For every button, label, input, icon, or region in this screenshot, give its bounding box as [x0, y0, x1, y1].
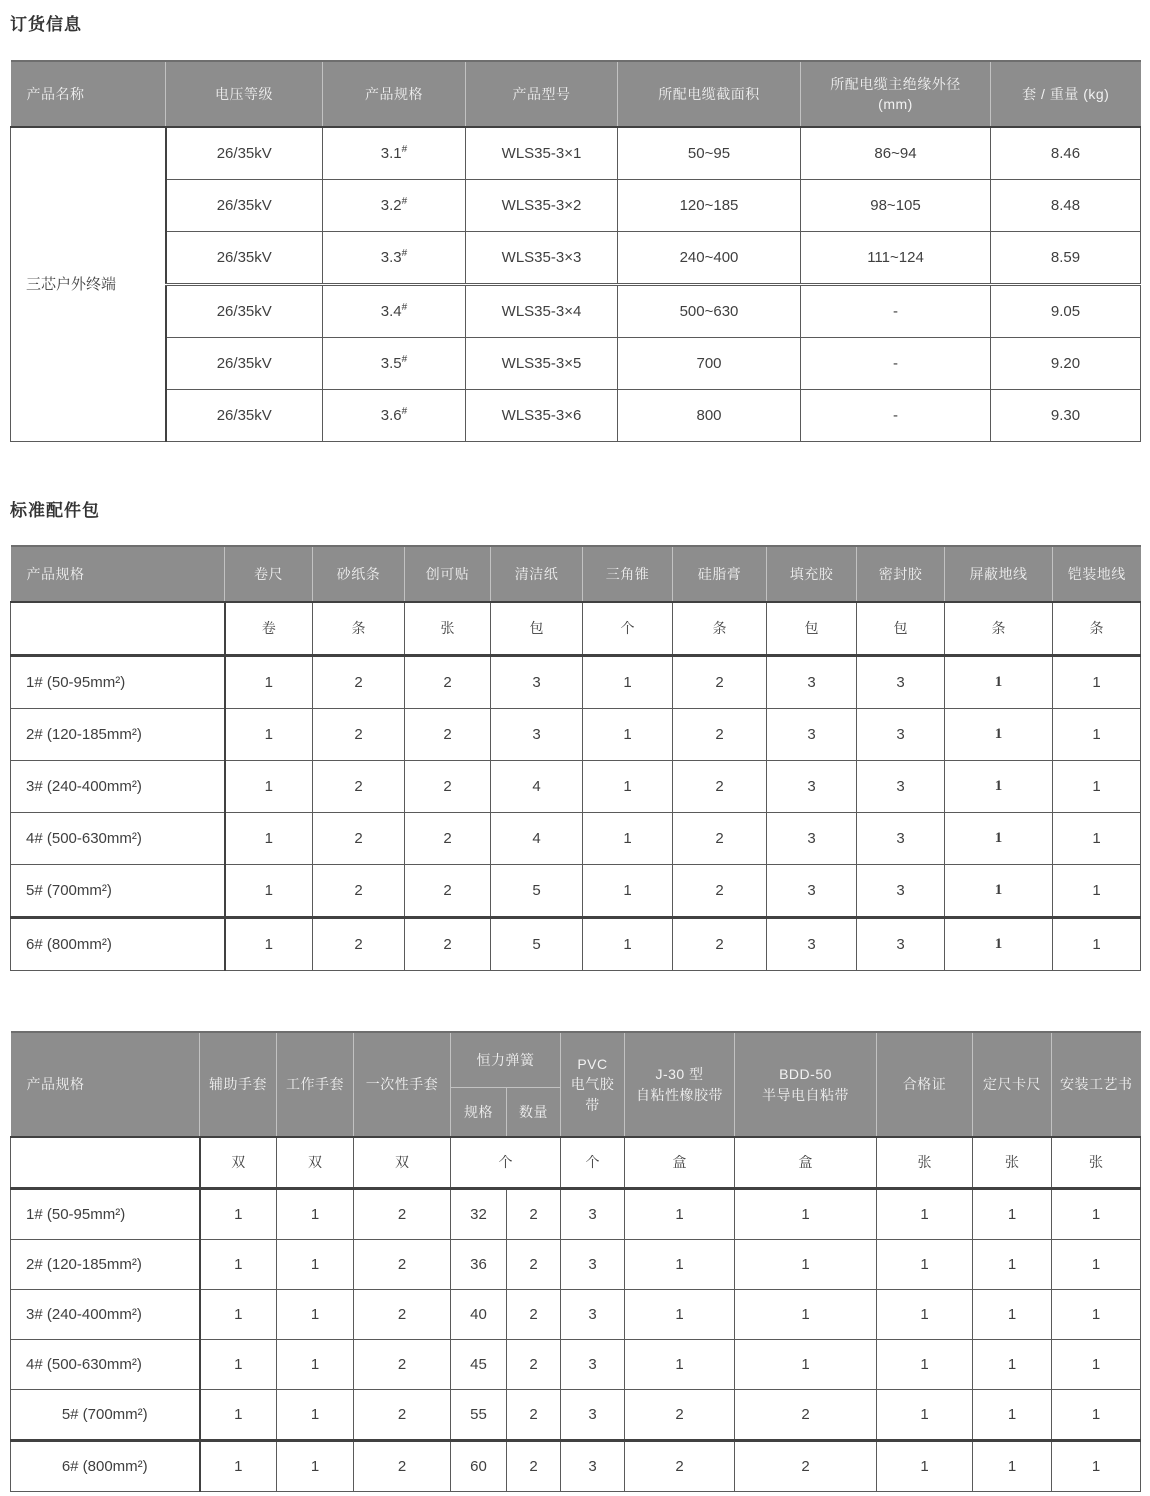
table-cell: 2	[673, 918, 767, 971]
table-cell: 1	[973, 1390, 1052, 1441]
spec-label-cell: 2# (120-185mm²)	[11, 1240, 200, 1290]
column-header: 产品型号	[466, 61, 618, 127]
unit-cell: 个	[583, 602, 673, 656]
section-title-order-info: 订货信息	[10, 15, 82, 34]
table-cell: 1	[200, 1390, 277, 1441]
product-name-cell: 三芯户外终端	[11, 127, 166, 442]
table-cell: 1	[225, 813, 313, 865]
table-cell-model: WLS35-3×4	[466, 285, 618, 338]
table-cell-voltage: 26/35kV	[166, 180, 323, 232]
table-cell: 1	[225, 865, 313, 918]
section-title-standard-accessories: 标准配件包	[10, 501, 100, 520]
table-cell: 2	[354, 1290, 451, 1340]
table-cell: 1	[1052, 1189, 1141, 1240]
table-cell: 36	[451, 1240, 507, 1290]
table-cell: 1	[583, 865, 673, 918]
spec-label-cell: 4# (500-630mm²)	[11, 813, 225, 865]
table-cell-voltage: 26/35kV	[166, 285, 323, 338]
table-cell: 1	[1052, 1290, 1141, 1340]
table-cell: 1	[1052, 1240, 1141, 1290]
table-cell: 1	[735, 1189, 877, 1240]
unit-cell: 条	[1053, 602, 1141, 656]
unit-cell: 包	[491, 602, 583, 656]
table-cell-model: WLS35-3×2	[466, 180, 618, 232]
column-header: 所配电缆主绝缘外径 (mm)	[801, 61, 991, 127]
table-cell-insulation_od: 111~124	[801, 232, 991, 285]
spec-label-cell: 6# (800mm²)	[11, 1441, 200, 1492]
spec-superscript: #	[401, 143, 408, 155]
table-cell: 1	[583, 813, 673, 865]
table-row	[11, 1189, 1141, 1240]
table-cell: 1	[1052, 1390, 1141, 1441]
spec-label-cell: 5# (700mm²)	[11, 1390, 200, 1441]
table-row	[11, 285, 1141, 338]
table-cell: 1	[1052, 1340, 1141, 1390]
table-cell-spec: 3.6#	[323, 390, 466, 442]
table-cell: 2	[405, 813, 491, 865]
table-cell: 1	[945, 813, 1053, 865]
table-cell: 2	[735, 1441, 877, 1492]
table-cell: 3	[491, 709, 583, 761]
table-cell-voltage: 26/35kV	[166, 232, 323, 285]
table-cell: 3	[857, 656, 945, 709]
table-cell: 3	[561, 1240, 625, 1290]
unit-cell: 个	[561, 1137, 625, 1189]
table-row	[11, 232, 1141, 285]
table-cell-weight: 9.30	[991, 390, 1141, 442]
table-cell: 2	[405, 918, 491, 971]
table-cell: 2	[673, 709, 767, 761]
unit-cell: 卷	[225, 602, 313, 656]
table-cell: 1	[945, 918, 1053, 971]
table-cell: 2	[507, 1189, 561, 1240]
table-cell: 2	[313, 813, 405, 865]
table-cell: 1	[877, 1390, 973, 1441]
table-cell-cross_section: 700	[618, 338, 801, 390]
table-cell: 1	[583, 918, 673, 971]
unit-cell: 盒	[735, 1137, 877, 1189]
spec-label-cell: 3# (240-400mm²)	[11, 1290, 200, 1340]
table-row	[11, 180, 1141, 232]
table-cell: 1	[735, 1340, 877, 1390]
table-cell: 1	[200, 1441, 277, 1492]
header-row	[11, 61, 1141, 127]
table-cell-insulation_od: -	[801, 285, 991, 338]
unit-cell: 包	[767, 602, 857, 656]
table-cell: 1	[225, 918, 313, 971]
tools-accessories-table	[10, 1031, 1141, 1492]
table-cell-voltage: 26/35kV	[166, 390, 323, 442]
unit-cell: 条	[673, 602, 767, 656]
table-cell: 1	[200, 1290, 277, 1340]
table-cell: 2	[313, 761, 405, 813]
unit-cell: 包	[857, 602, 945, 656]
table-cell: 2	[673, 656, 767, 709]
table-row	[11, 127, 1141, 180]
table-cell: 1	[973, 1441, 1052, 1492]
table-cell: 45	[451, 1340, 507, 1390]
spec-label-cell: 3# (240-400mm²)	[11, 761, 225, 813]
table-cell: 1	[1052, 1441, 1141, 1492]
column-header: 三角锥	[583, 546, 673, 602]
column-header: 合格证	[877, 1032, 973, 1137]
table-cell: 1	[625, 1290, 735, 1340]
table-cell: 1	[973, 1189, 1052, 1240]
table-cell: 1	[200, 1240, 277, 1290]
column-header: 填充胶	[767, 546, 857, 602]
table-cell: 4	[491, 813, 583, 865]
spec-label-cell: 6# (800mm²)	[11, 918, 225, 971]
table-cell: 3	[767, 656, 857, 709]
table-cell: 1	[973, 1340, 1052, 1390]
spec-superscript: #	[401, 405, 408, 417]
table-cell: 1	[1053, 709, 1141, 761]
table-cell: 3	[767, 918, 857, 971]
table-cell: 1	[1053, 813, 1141, 865]
table-cell: 2	[507, 1290, 561, 1340]
spec-label-cell: 1# (50-95mm²)	[11, 1189, 200, 1240]
table-cell-insulation_od: 98~105	[801, 180, 991, 232]
table-row	[11, 813, 1141, 865]
table-cell-weight: 8.48	[991, 180, 1141, 232]
spec-superscript: #	[401, 353, 408, 365]
table-cell-model: WLS35-3×1	[466, 127, 618, 180]
table-row	[11, 338, 1141, 390]
column-header: 产品规格	[323, 61, 466, 127]
spec-label-cell: 5# (700mm²)	[11, 865, 225, 918]
table-cell-insulation_od: -	[801, 338, 991, 390]
table-cell: 1	[877, 1240, 973, 1290]
table-cell: 1	[625, 1189, 735, 1240]
table-row	[11, 656, 1141, 709]
table-cell: 1	[277, 1340, 354, 1390]
header-row	[11, 546, 1141, 602]
unit-cell: 张	[877, 1137, 973, 1189]
column-header: 屏蔽地线	[945, 546, 1053, 602]
table-cell-cross_section: 240~400	[618, 232, 801, 285]
table-cell: 2	[507, 1240, 561, 1290]
table-cell-model: WLS35-3×5	[466, 338, 618, 390]
table-cell-spec: 3.5#	[323, 338, 466, 390]
column-subheader: 数量	[507, 1088, 561, 1138]
table-cell: 1	[277, 1290, 354, 1340]
unit-cell: 条	[313, 602, 405, 656]
table-cell: 2	[507, 1340, 561, 1390]
column-header: 硅脂膏	[673, 546, 767, 602]
table-cell: 3	[857, 918, 945, 971]
table-cell: 1	[973, 1240, 1052, 1290]
table-cell: 3	[857, 865, 945, 918]
table-cell-spec: 3.3#	[323, 232, 466, 285]
table-cell-weight: 9.05	[991, 285, 1141, 338]
table-row	[11, 390, 1141, 442]
table-cell-weight: 8.59	[991, 232, 1141, 285]
spec-label-cell: 1# (50-95mm²)	[11, 656, 225, 709]
table-cell: 2	[354, 1441, 451, 1492]
table-cell: 1	[1053, 918, 1141, 971]
table-cell: 2	[354, 1240, 451, 1290]
table-row	[11, 1390, 1141, 1441]
table-cell: 1	[277, 1189, 354, 1240]
table-cell: 3	[857, 709, 945, 761]
table-cell: 2	[673, 813, 767, 865]
table-row	[11, 1290, 1141, 1340]
table-cell: 1	[945, 865, 1053, 918]
table-cell: 3	[767, 865, 857, 918]
spec-label-cell: 2# (120-185mm²)	[11, 709, 225, 761]
table-cell: 2	[313, 656, 405, 709]
table-cell: 2	[354, 1390, 451, 1441]
table-cell: 1	[735, 1290, 877, 1340]
table-row	[11, 709, 1141, 761]
column-header-group: 恒力弹簧	[451, 1032, 561, 1088]
spec-label-cell: 4# (500-630mm²)	[11, 1340, 200, 1390]
column-header: BDD-50 半导电自粘带	[735, 1032, 877, 1137]
unit-cell-empty	[11, 602, 225, 656]
spec-superscript: #	[401, 247, 408, 259]
table-cell: 3	[767, 709, 857, 761]
column-header: 套 / 重量 (kg)	[991, 61, 1141, 127]
table-cell: 1	[277, 1390, 354, 1441]
table-cell-voltage: 26/35kV	[166, 338, 323, 390]
unit-cell: 张	[405, 602, 491, 656]
table-cell: 4	[491, 761, 583, 813]
table-cell: 1	[877, 1340, 973, 1390]
table-cell: 1	[877, 1189, 973, 1240]
table-cell: 1	[277, 1441, 354, 1492]
table-cell: 2	[625, 1390, 735, 1441]
table-cell: 3	[561, 1390, 625, 1441]
table-row	[11, 1240, 1141, 1290]
table-cell: 60	[451, 1441, 507, 1492]
table-cell: 3	[857, 761, 945, 813]
table-cell-model: WLS35-3×3	[466, 232, 618, 285]
table-cell: 1	[583, 761, 673, 813]
table-cell: 1	[945, 709, 1053, 761]
table-cell: 1	[877, 1290, 973, 1340]
column-header-spec: 产品规格	[11, 546, 225, 602]
column-header: 清洁纸	[491, 546, 583, 602]
column-header: 一次性手套	[354, 1032, 451, 1137]
column-header: 铠装地线	[1053, 546, 1141, 602]
order-info-table	[10, 60, 1141, 442]
units-row	[11, 602, 1141, 656]
table-cell: 1	[583, 656, 673, 709]
column-header-spec: 产品规格	[11, 1032, 200, 1137]
table-cell: 1	[1053, 865, 1141, 918]
table-cell-weight: 9.20	[991, 338, 1141, 390]
table-cell: 2	[735, 1390, 877, 1441]
column-header: 辅助手套	[200, 1032, 277, 1137]
unit-cell: 条	[945, 602, 1053, 656]
column-header: 所配电缆截面积	[618, 61, 801, 127]
column-header: 产品名称	[11, 61, 166, 127]
table-cell: 2	[405, 761, 491, 813]
table-cell: 5	[491, 918, 583, 971]
table-cell: 2	[507, 1441, 561, 1492]
table-cell: 32	[451, 1189, 507, 1240]
table-cell: 3	[767, 761, 857, 813]
table-cell: 2	[405, 865, 491, 918]
table-cell: 1	[735, 1240, 877, 1290]
table-cell: 2	[354, 1189, 451, 1240]
table-cell: 2	[405, 709, 491, 761]
table-cell-cross_section: 120~185	[618, 180, 801, 232]
column-header: 密封胶	[857, 546, 945, 602]
table-cell: 2	[405, 656, 491, 709]
table-cell: 1	[973, 1290, 1052, 1340]
table-cell: 1	[200, 1340, 277, 1390]
table-cell: 5	[491, 865, 583, 918]
table-cell: 1	[625, 1340, 735, 1390]
table-cell: 2	[507, 1390, 561, 1441]
table-cell: 2	[625, 1441, 735, 1492]
table-cell: 3	[561, 1189, 625, 1240]
table-cell: 1	[1053, 656, 1141, 709]
column-header: PVC 电气胶带	[561, 1032, 625, 1137]
unit-cell: 张	[1052, 1137, 1141, 1189]
column-header: 创可贴	[405, 546, 491, 602]
unit-cell: 双	[277, 1137, 354, 1189]
column-header: 工作手套	[277, 1032, 354, 1137]
table-cell-cross_section: 800	[618, 390, 801, 442]
table-cell: 1	[225, 709, 313, 761]
table-row	[11, 865, 1141, 918]
table-cell: 3	[561, 1441, 625, 1492]
column-header: 卷尺	[225, 546, 313, 602]
table-row	[11, 1340, 1141, 1390]
table-cell: 2	[673, 865, 767, 918]
table-cell: 40	[451, 1290, 507, 1340]
table-cell: 2	[673, 761, 767, 813]
table-cell: 1	[1053, 761, 1141, 813]
table-cell: 2	[354, 1340, 451, 1390]
table-row	[11, 1441, 1141, 1492]
table-cell-cross_section: 500~630	[618, 285, 801, 338]
table-cell: 2	[313, 918, 405, 971]
spec-superscript: #	[401, 195, 408, 207]
table-cell: 1	[625, 1240, 735, 1290]
table-cell: 3	[561, 1340, 625, 1390]
table-cell-voltage: 26/35kV	[166, 127, 323, 180]
standard-accessories-table	[10, 545, 1141, 971]
units-row	[11, 1137, 1141, 1189]
column-subheader: 规格	[451, 1088, 507, 1138]
table-cell: 3	[857, 813, 945, 865]
column-header: J-30 型 自粘性橡胶带	[625, 1032, 735, 1137]
table-cell: 3	[561, 1290, 625, 1340]
table-cell: 1	[583, 709, 673, 761]
table-cell: 55	[451, 1390, 507, 1441]
unit-cell: 双	[200, 1137, 277, 1189]
table-cell-spec: 3.1#	[323, 127, 466, 180]
unit-cell: 个	[451, 1137, 561, 1189]
column-header: 安装工艺书	[1052, 1032, 1141, 1137]
table-cell: 3	[767, 813, 857, 865]
table-cell: 2	[313, 865, 405, 918]
column-header: 电压等级	[166, 61, 323, 127]
table-cell-model: WLS35-3×6	[466, 390, 618, 442]
table-cell-spec: 3.4#	[323, 285, 466, 338]
unit-cell: 张	[973, 1137, 1052, 1189]
unit-cell: 盒	[625, 1137, 735, 1189]
header-row	[11, 1032, 1141, 1088]
table-cell: 1	[225, 761, 313, 813]
spec-superscript: #	[401, 301, 408, 313]
table-cell: 1	[877, 1441, 973, 1492]
table-cell-spec: 3.2#	[323, 180, 466, 232]
table-cell-insulation_od: 86~94	[801, 127, 991, 180]
table-cell: 1	[200, 1189, 277, 1240]
table-cell: 3	[491, 656, 583, 709]
table-cell-weight: 8.46	[991, 127, 1141, 180]
table-cell: 1	[945, 656, 1053, 709]
table-row	[11, 761, 1141, 813]
table-cell-cross_section: 50~95	[618, 127, 801, 180]
table-row	[11, 918, 1141, 971]
column-header: 砂纸条	[313, 546, 405, 602]
table-cell: 2	[313, 709, 405, 761]
table-cell: 1	[277, 1240, 354, 1290]
table-cell: 1	[945, 761, 1053, 813]
unit-cell-empty	[11, 1137, 200, 1189]
column-header: 定尺卡尺	[973, 1032, 1052, 1137]
table-cell-insulation_od: -	[801, 390, 991, 442]
table-cell: 1	[225, 656, 313, 709]
unit-cell: 双	[354, 1137, 451, 1189]
